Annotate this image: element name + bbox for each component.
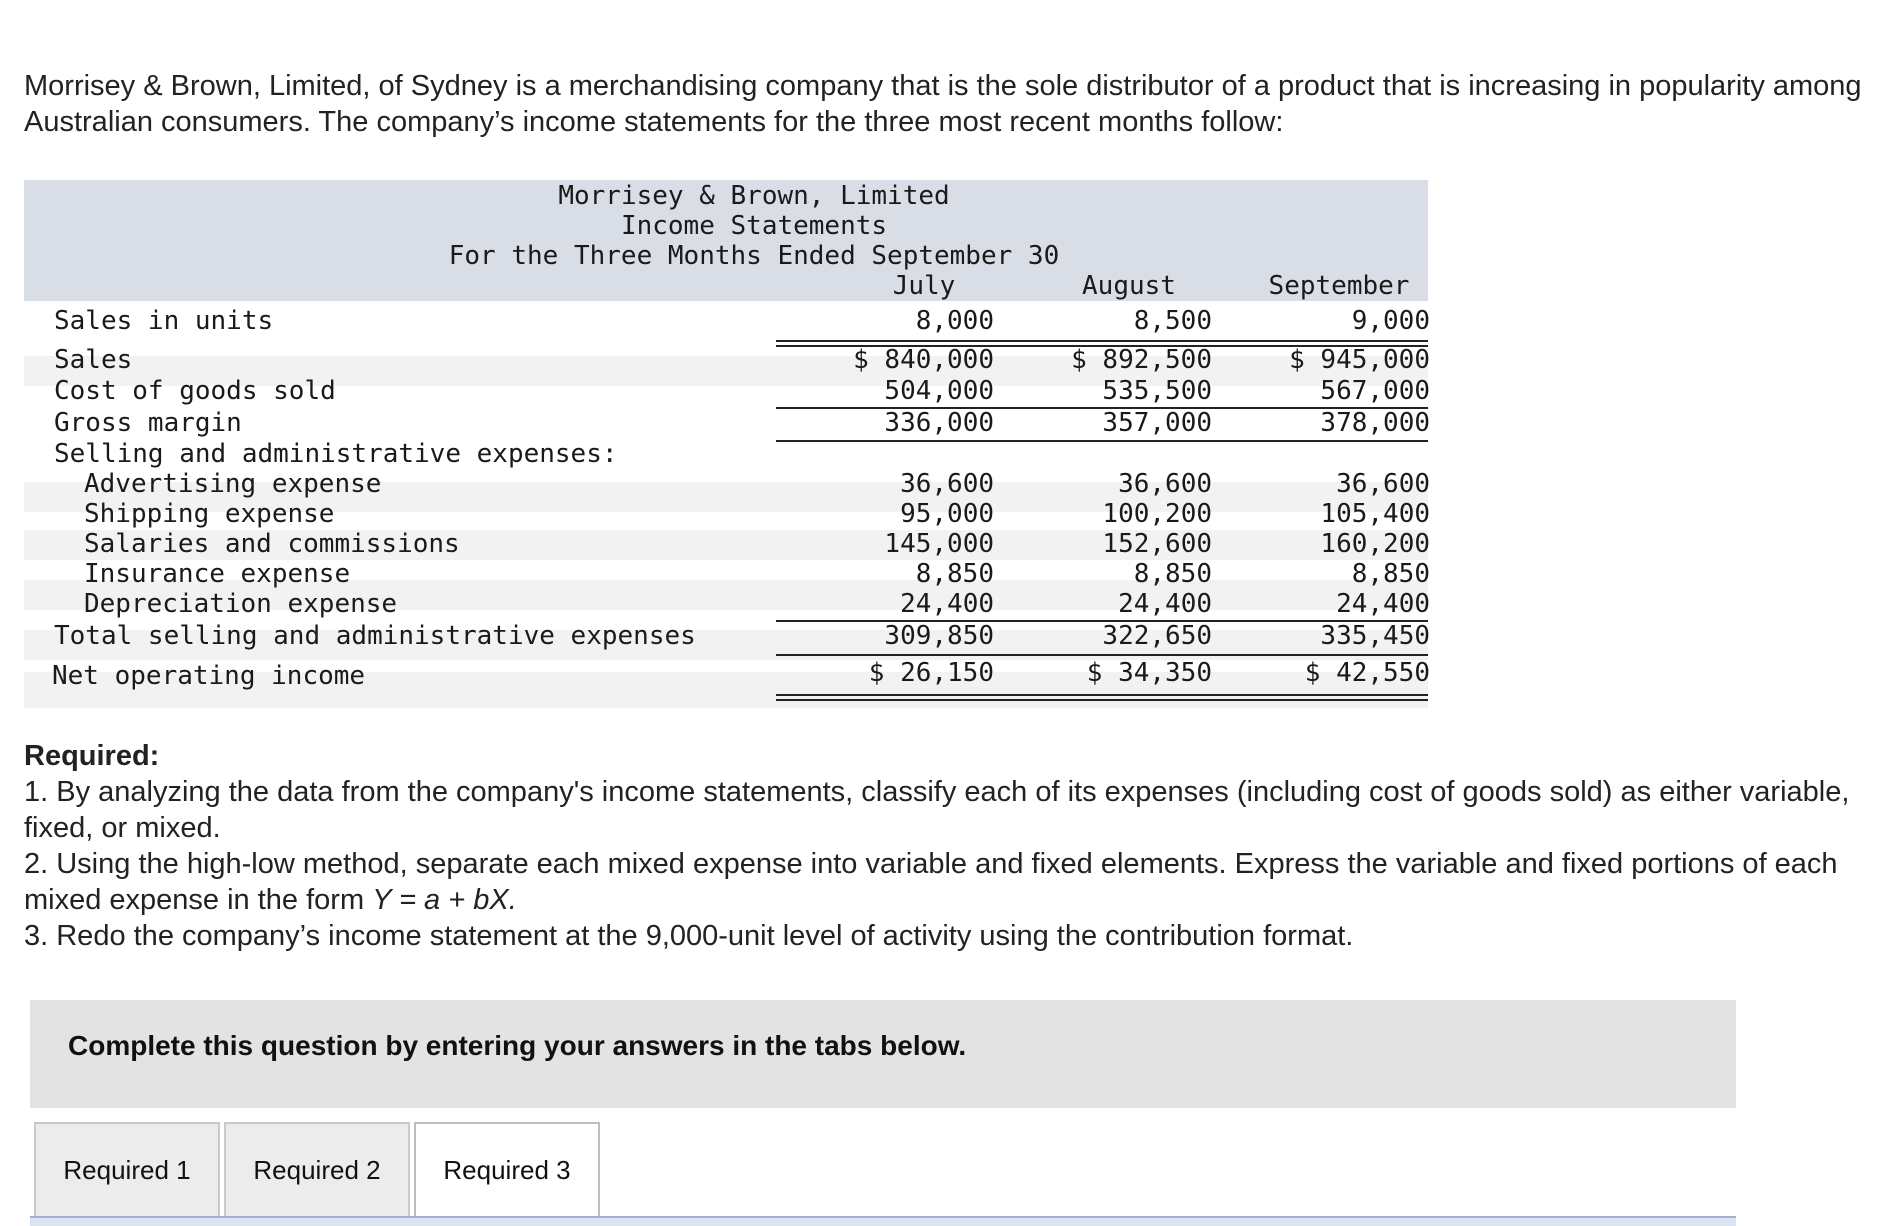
sales-september: $ 945,000 [1289,345,1430,375]
formula: Y = a + bX. [372,884,517,916]
sales-july: $ 840,000 [853,345,994,375]
advertising-august: 36,600 [1118,469,1212,499]
salaries-august: 152,600 [1102,529,1212,559]
salaries-july: 145,000 [884,529,994,559]
noi-july: $ 26,150 [868,658,994,688]
sales-august: $ 892,500 [1071,345,1212,375]
required-item-2-text: 2. Using the high-low method, separate each mixed expense into variable and fixed elements. Express the variable and fixed portions of each mixed expense in the form [24,848,1838,916]
shipping-july: 95,000 [900,499,994,529]
col-header-august: August [1082,271,1176,301]
units-august: 8,500 [1133,306,1212,336]
depreciation-july: 24,400 [900,589,994,619]
required-title: Required: [24,740,160,772]
shipping-august: 100,200 [1102,499,1212,529]
gross-margin-august: 357,000 [1102,408,1212,438]
intro-paragraph: Morrisey & Brown, Limited, of Sydney is a merchandising company that is the sole distributor of a product that is increasing in popularity among Australian consumers. The company’s income statements for the three most recent months follow: [24,70,1862,138]
gross-margin-july: 336,000 [884,408,994,438]
statement-company: Morrisey & Brown, Limited [558,181,950,211]
units-september: 9,000 [1351,306,1430,336]
row-label-salaries: Salaries and commissions [84,529,460,559]
row-label-cogs: Cost of goods sold [54,376,336,406]
row-label-noi: Net operating income [52,661,366,691]
advertising-september: 36,600 [1336,469,1430,499]
noi-august: $ 34,350 [1086,658,1212,688]
required-item-2 [24,846,1884,918]
required-section [24,738,1884,954]
depreciation-august: 24,400 [1118,589,1212,619]
cogs-september: 567,000 [1320,376,1430,406]
tabs-underline [30,1216,1736,1226]
statement-period: For the Three Months Ended September 30 [448,241,1060,271]
col-header-september: September [1268,271,1410,301]
row-label-shipping: Shipping expense [84,499,335,529]
tab-required-1[interactable]: Required 1 [34,1122,220,1216]
advertising-july: 36,600 [900,469,994,499]
tab-required-3[interactable]: Required 3 [414,1122,600,1216]
total-sga-september: 335,450 [1320,621,1430,651]
insurance-september: 8,850 [1351,559,1430,589]
row-label-gross-margin: Gross margin [54,408,242,438]
required-item-1: 1. By analyzing the data from the company's income statements, classify each of its expenses (including cost of goods sold) as either variable, fixed, or mixed. [24,776,1850,844]
tab-required-2[interactable]: Required 2 [224,1122,410,1216]
answer-tabs [30,1122,1736,1226]
cogs-august: 535,500 [1102,376,1212,406]
row-label-units: Sales in units [54,306,274,336]
required-item-3: 3. Redo the company’s income statement at the 9,000-unit level of activity using the contribution format. [24,920,1354,952]
col-header-july: July [892,271,956,301]
units-july: 8,000 [915,306,994,336]
income-statement-table [24,180,1428,708]
depreciation-september: 24,400 [1336,589,1430,619]
cogs-july: 504,000 [884,376,994,406]
noi-double-rule [776,694,1428,701]
row-label-sales: Sales [54,345,133,375]
row-label-depreciation: Depreciation expense [84,589,398,619]
total-sga-august: 322,650 [1102,621,1212,651]
statement-title: Income Statements [620,211,888,241]
row-label-total-sga: Total selling and administrative expenses [54,621,696,651]
total-sga-july: 309,850 [884,621,994,651]
insurance-august: 8,850 [1133,559,1212,589]
row-label-sga-heading: Selling and administrative expenses: [54,439,618,469]
insurance-july: 8,850 [915,559,994,589]
row-label-advertising: Advertising expense [84,469,382,499]
gross-margin-september: 378,000 [1320,408,1430,438]
salaries-september: 160,200 [1320,529,1430,559]
instruction-text: Complete this question by entering your answers in the tabs below. [68,1030,967,1061]
instruction-banner [30,1000,1736,1108]
shipping-september: 105,400 [1320,499,1430,529]
noi-september: $ 42,550 [1304,658,1430,688]
row-label-insurance: Insurance expense [84,559,351,589]
